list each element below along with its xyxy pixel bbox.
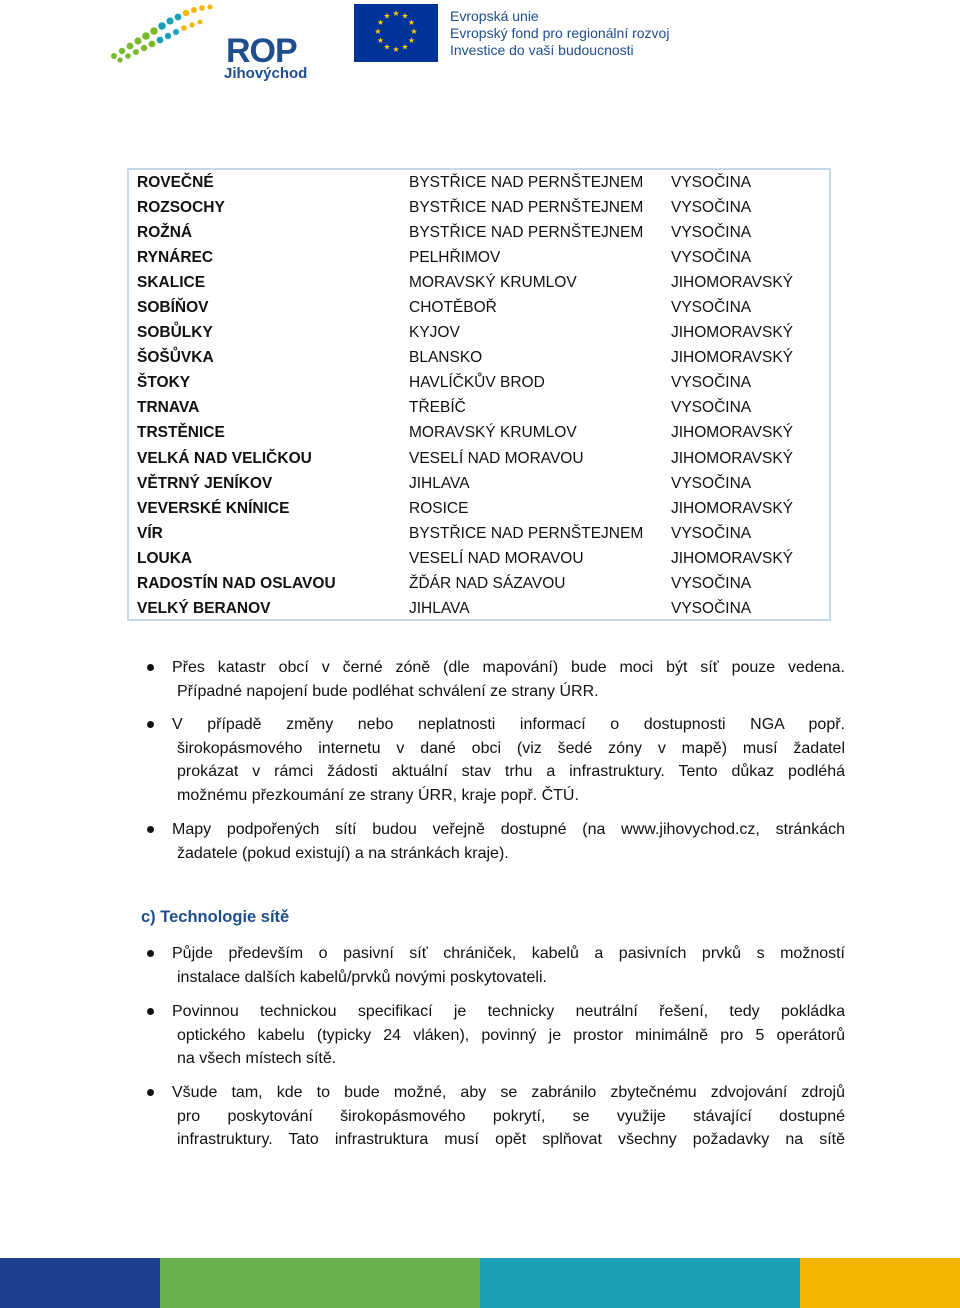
- paragraph-line: V případě změny nebo neplatnosti informací o dostupnosti NGA popř.: [172, 716, 845, 733]
- footer-stripe: [0, 1258, 160, 1308]
- municipality-table: [127, 168, 831, 621]
- table-row: [129, 421, 829, 446]
- bullet-icon: [147, 721, 154, 728]
- region-name: JIHOMORAVSKÝ: [671, 499, 794, 517]
- municipality-name: LOUKA: [137, 549, 193, 567]
- svg-text:★: ★: [376, 18, 385, 27]
- district-name: PELHŘIMOV: [409, 248, 501, 266]
- region-name: VYSOČINA: [671, 399, 752, 417]
- table-row: [129, 396, 829, 421]
- table-row: [129, 371, 829, 396]
- table-row: [129, 170, 829, 195]
- paragraph-line: Přes katastr obcí v černé zóně (dle mapování) bude moci být síť pouze vedena.: [172, 659, 845, 676]
- svg-text:★: ★: [407, 18, 416, 27]
- district-name: BYSTŘICE NAD PERNŠTEJNEM: [409, 223, 644, 241]
- table-row: [129, 572, 829, 597]
- footer-stripe: [800, 1258, 960, 1308]
- footer-stripe: [480, 1258, 800, 1308]
- region-name: JIHOMORAVSKÝ: [671, 273, 794, 291]
- region-name: VYSOČINA: [671, 524, 752, 542]
- bullet-icon: [147, 1008, 154, 1015]
- region-name: VYSOČINA: [671, 223, 752, 241]
- municipality-name: TRNAVA: [137, 399, 200, 417]
- region-name: VYSOČINA: [671, 173, 752, 191]
- bullet-icon: [147, 1089, 154, 1096]
- paragraph-line: širokopásmového internetu v dané obci (viz šedé zóny v mapě) musí žadatel: [177, 739, 845, 757]
- region-name: JIHOMORAVSKÝ: [671, 424, 794, 442]
- eu-logo: [354, 4, 670, 64]
- bullet-paragraph: [172, 818, 845, 865]
- district-name: ŽĎÁR NAD SÁZAVOU: [409, 575, 566, 593]
- district-name: MORAVSKÝ KRUMLOV: [409, 273, 577, 291]
- region-name: VYSOČINA: [671, 575, 752, 593]
- municipality-name: VĚTRNÝ JENÍKOV: [137, 474, 273, 492]
- municipality-name: VÍR: [137, 524, 163, 542]
- eu-text-line: Evropský fond pro regionální rozvoj: [450, 25, 670, 41]
- municipality-name: ROŽNÁ: [137, 223, 193, 241]
- municipality-name: ROZSOCHY: [137, 198, 225, 216]
- region-name: VYSOČINA: [671, 600, 752, 618]
- bullet-paragraph: [172, 656, 845, 703]
- municipality-name: ŠTOKY: [137, 374, 191, 392]
- rop-swirl-icon: [108, 4, 220, 64]
- table-row: [129, 245, 829, 270]
- table-row: [129, 295, 829, 320]
- municipality-name: SOBŮLKY: [137, 324, 213, 342]
- municipality-name: ROVEČNÉ: [137, 173, 214, 191]
- paragraph-line: žadatele (pokud existují) a na stránkách kraje).: [177, 844, 509, 862]
- municipality-name: SKALICE: [137, 273, 206, 291]
- municipality-table-body: [129, 170, 829, 622]
- svg-text:★: ★: [383, 42, 391, 52]
- table-row: [129, 597, 829, 622]
- municipality-name: RADOSTÍN NAD OSLAVOU: [137, 575, 336, 593]
- bullet-paragraph: [172, 1000, 845, 1071]
- district-name: CHOTĚBOŘ: [409, 299, 497, 317]
- paragraph-line: Mapy podpořených sítí budou veřejně dostupné (na www.jihovychod.cz, stránkách: [172, 821, 845, 838]
- region-name: VYSOČINA: [671, 299, 752, 317]
- table-row: [129, 471, 829, 496]
- table-row: [129, 496, 829, 521]
- municipality-name: VELKÁ NAD VELIČKOU: [137, 449, 312, 467]
- eu-flag-icon: [354, 4, 438, 62]
- district-name: MORAVSKÝ KRUMLOV: [409, 424, 577, 442]
- bullet-icon: [147, 950, 154, 957]
- paragraph-line: na všech místech sítě.: [177, 1050, 337, 1067]
- region-name: VYSOČINA: [671, 374, 752, 392]
- bullet-paragraph: [172, 1081, 845, 1152]
- paragraph-line: Půjde především o pasivní síť chrániček, kabelů a pasivních prvků s možností: [172, 945, 845, 962]
- region-name: VYSOČINA: [671, 198, 752, 216]
- district-name: BLANSKO: [409, 349, 483, 367]
- table-row: [129, 446, 829, 471]
- paragraph-line: Případné napojení bude podléhat schválení ze strany ÚRR.: [177, 682, 599, 700]
- region-name: VYSOČINA: [671, 248, 752, 266]
- paragraph-line: optického kabelu (typicky 24 vláken), povinný je prostor minimálně pro 5 operátorů: [177, 1026, 845, 1044]
- paragraph-line: infrastruktury. Tato infrastruktura musí opět splňovat všechny požadavky na sítě: [177, 1131, 845, 1148]
- district-name: TŘEBÍČ: [409, 399, 466, 417]
- district-name: JIHLAVA: [409, 474, 470, 492]
- svg-text:★: ★: [374, 27, 382, 36]
- municipality-name: RYNÁREC: [137, 248, 214, 266]
- district-name: KYJOV: [409, 324, 460, 342]
- rop-jihovychod-logo: [108, 4, 318, 86]
- region-name: JIHOMORAVSKÝ: [671, 324, 794, 342]
- district-name: JIHLAVA: [409, 600, 470, 618]
- bullet-paragraph: [172, 713, 845, 807]
- region-name: VYSOČINA: [671, 474, 752, 492]
- paragraph-line: Všude tam, kde to bude možné, aby se zabránilo zbytečnému zdvojování zdrojů: [172, 1084, 845, 1101]
- section-heading: c) Technologie sítě: [141, 908, 290, 926]
- district-name: ROSICE: [409, 499, 469, 517]
- eu-text-line: Evropská unie: [450, 8, 539, 24]
- footer-color-bar: [0, 1258, 960, 1308]
- eu-text-line: Investice do vaší budoucnosti: [450, 42, 634, 58]
- svg-text:★: ★: [392, 9, 400, 18]
- svg-text:★: ★: [401, 42, 409, 52]
- svg-text:★: ★: [392, 45, 400, 54]
- eu-text: [450, 8, 669, 59]
- district-name: BYSTŘICE NAD PERNŠTEJNEM: [409, 198, 644, 216]
- bullet-icon: [147, 826, 154, 833]
- paragraph-line: prokázat v rámci žádosti aktuální stav trhu a infrastruktury. Tento důkaz podléhá: [177, 763, 845, 780]
- bullet-paragraph: [172, 942, 845, 989]
- paragraph-line: instalace dalších kabelů/prvků novými poskytovateli.: [177, 968, 547, 986]
- footer-stripe: [160, 1258, 480, 1308]
- district-name: BYSTŘICE NAD PERNŠTEJNEM: [409, 524, 644, 542]
- municipality-name: TRSTĚNICE: [137, 424, 225, 442]
- svg-text:★: ★: [401, 11, 409, 21]
- district-name: HAVLÍČKŮV BROD: [409, 374, 545, 392]
- paragraph-line: možnému přezkoumání ze strany ÚRR, kraje popř. ČTÚ.: [177, 786, 579, 804]
- page-header: [0, 0, 960, 100]
- svg-text:★: ★: [407, 36, 416, 45]
- table-row: [129, 270, 829, 295]
- region-name: JIHOMORAVSKÝ: [671, 449, 794, 467]
- municipality-name: SOBÍŇOV: [137, 299, 209, 317]
- bullet-icon: [147, 664, 154, 671]
- table-row: [129, 346, 829, 371]
- table-row: [129, 220, 829, 245]
- svg-text:★: ★: [383, 11, 391, 21]
- table-row: [129, 521, 829, 546]
- municipality-name: VEVERSKÉ KNÍNICE: [137, 499, 290, 517]
- district-name: VESELÍ NAD MORAVOU: [409, 449, 584, 467]
- region-name: JIHOMORAVSKÝ: [671, 349, 794, 367]
- table-row: [129, 321, 829, 346]
- municipality-name: ŠOŠŮVKA: [137, 349, 214, 367]
- municipality-name: VELKÝ BERANOV: [137, 600, 271, 618]
- table-row: [129, 195, 829, 220]
- rop-logo-subtitle: Jihovýchod: [224, 65, 308, 82]
- svg-text:★: ★: [376, 36, 385, 45]
- paragraph-line: Povinnou technickou specifikací je technicky neutrální řešení, tedy pokládka: [172, 1003, 845, 1020]
- rop-logo-title: ROP: [226, 32, 297, 70]
- district-name: VESELÍ NAD MORAVOU: [409, 549, 584, 567]
- region-name: JIHOMORAVSKÝ: [671, 549, 794, 567]
- svg-text:★: ★: [410, 27, 418, 36]
- district-name: BYSTŘICE NAD PERNŠTEJNEM: [409, 173, 644, 191]
- paragraph-line: pro poskytování širokopásmového pokrytí, se využije stávající dostupné: [177, 1107, 845, 1125]
- table-row: [129, 546, 829, 571]
